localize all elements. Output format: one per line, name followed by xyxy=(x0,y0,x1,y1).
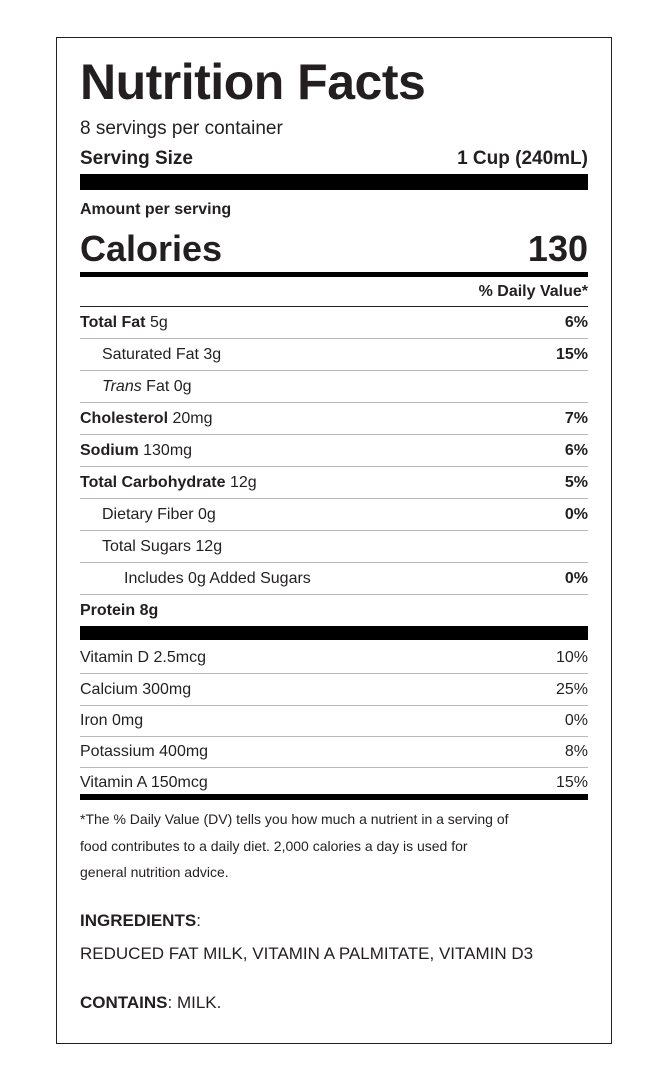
vitamin-dv: 0% xyxy=(564,712,588,729)
nutrient-amount: 0g xyxy=(173,378,192,395)
serving-size-value: 1 Cup (240mL) xyxy=(457,148,588,169)
nutrient-name-italic: Trans xyxy=(102,378,142,395)
vitamin-dv: 10% xyxy=(555,649,588,666)
daily-value-footnote xyxy=(80,806,588,886)
nutrient-amount: 20mg xyxy=(172,410,213,427)
vitamin-name: Calcium 300mg xyxy=(80,681,192,698)
nutrient-dv: 15% xyxy=(555,346,588,363)
nutrient-row-sodium xyxy=(80,435,588,466)
nutrient-name: Dietary Fiber xyxy=(102,506,194,523)
nutrient-row-cholesterol xyxy=(80,403,588,434)
nutrient-name: Protein 8g xyxy=(80,602,159,619)
vitamin-row xyxy=(80,736,588,767)
nutrient-name: Fat xyxy=(146,378,170,395)
nutrient-name: Saturated Fat xyxy=(102,346,199,363)
nutrient-row-trans-fat xyxy=(80,371,588,402)
ingredients-text: REDUCED FAT MILK, VITAMIN A PALMITATE, VITAMIN D3 xyxy=(80,944,534,963)
nutrient-row-total-sugars xyxy=(80,531,588,562)
amount-per-serving: Amount per serving xyxy=(80,201,232,218)
nutrient-dv: 6% xyxy=(564,314,588,331)
vitamin-row xyxy=(80,642,588,673)
ingredients-label: INGREDIENTS xyxy=(80,911,197,930)
thick-divider-vitamins xyxy=(80,626,588,640)
nutrient-row-saturated-fat xyxy=(80,339,588,370)
vitamin-name: Vitamin A 150mcg xyxy=(80,774,208,791)
calories-row xyxy=(80,227,588,271)
nutrient-name: Total Fat xyxy=(80,314,146,331)
nutrient-amount: 5g xyxy=(149,314,168,331)
nutrient-dv: 0% xyxy=(564,506,588,523)
nutrient-name: Total Carbohydrate xyxy=(80,474,226,491)
footnote-line: *The % Daily Value (DV) tells you how much a nutrient in a serving of xyxy=(80,811,509,827)
nutrient-amount: 12g xyxy=(229,474,257,491)
vitamin-name: Potassium 400mg xyxy=(80,743,209,760)
serving-size-label: Serving Size xyxy=(80,148,193,169)
nutrient-name: Cholesterol xyxy=(80,410,169,427)
label-title: Nutrition Facts xyxy=(80,54,426,110)
medium-divider-bottom xyxy=(80,794,588,800)
nutrient-row-total-carbohydrate xyxy=(80,467,588,498)
vitamin-row xyxy=(80,674,588,705)
nutrient-row-protein xyxy=(80,595,588,626)
calories-label: Calories xyxy=(80,228,223,269)
contains-label: CONTAINS xyxy=(80,993,168,1012)
nutrient-name: Total Sugars xyxy=(102,538,191,555)
nutrient-amount: 0g xyxy=(198,506,216,523)
footnote-line: food contributes to a daily diet. 2,000 calories a day is used for xyxy=(80,837,468,854)
vitamin-dv: 8% xyxy=(564,743,588,760)
nutrient-dv: 0% xyxy=(564,570,588,587)
thick-divider-top xyxy=(80,174,588,190)
nutrient-row-total-fat xyxy=(80,307,588,338)
nutrient-row-dietary-fiber xyxy=(80,499,588,530)
vitamin-row xyxy=(80,705,588,736)
vitamin-name: Iron 0mg xyxy=(80,712,144,729)
nutrient-dv: 7% xyxy=(564,410,588,427)
nutrient-row-added-sugars xyxy=(80,563,588,594)
vitamin-dv: 25% xyxy=(555,681,588,698)
calories-value: 130 xyxy=(527,228,588,269)
vitamin-name: Vitamin D 2.5mcg xyxy=(80,649,206,666)
nutrient-dv: 5% xyxy=(564,474,588,491)
ingredients-heading: INGREDIENTS: xyxy=(80,911,201,930)
nutrient-amount: 130mg xyxy=(143,442,193,459)
daily-value-header: % Daily Value* xyxy=(478,283,588,300)
nutrient-amount: 3g xyxy=(203,346,222,363)
contains-text: MILK. xyxy=(176,993,222,1012)
nutrient-name: Includes 0g Added Sugars xyxy=(124,570,311,587)
nutrient-amount: 12g xyxy=(195,538,223,555)
nutrition-facts-label xyxy=(56,37,612,1044)
nutrient-dv: 6% xyxy=(564,442,588,459)
medium-divider xyxy=(80,272,588,277)
vitamin-dv: 15% xyxy=(555,774,588,791)
contains-statement: CONTAINS: MILK. xyxy=(80,993,222,1012)
nutrient-name: Sodium xyxy=(80,442,139,459)
serving-size-row xyxy=(80,146,588,172)
footnote-line: general nutrition advice. xyxy=(80,864,229,880)
servings-per-container: 8 servings per container xyxy=(80,118,283,139)
